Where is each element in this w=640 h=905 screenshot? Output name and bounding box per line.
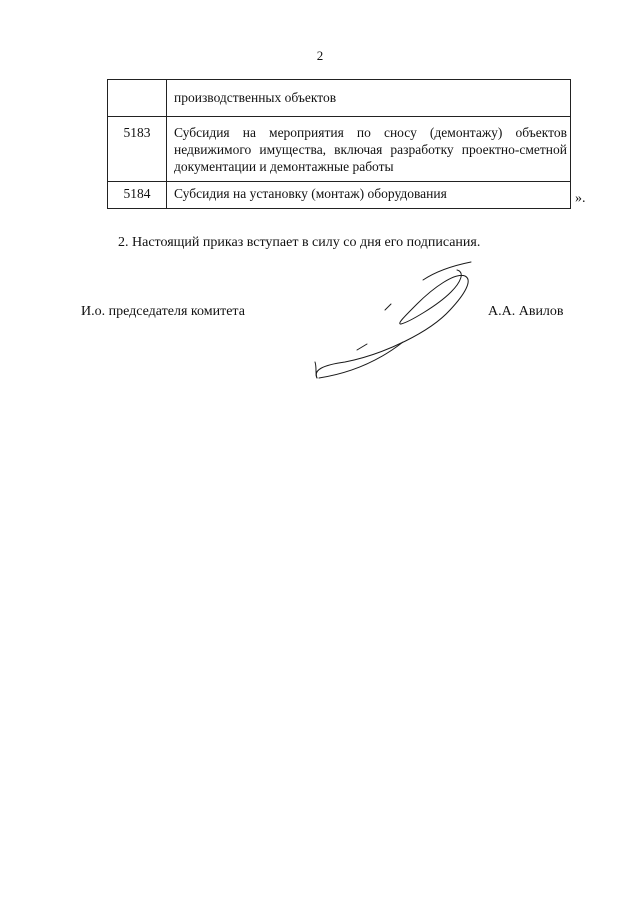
table-row (108, 182, 571, 209)
description-cell: производственных объектов (167, 80, 571, 117)
table-row (108, 80, 571, 117)
code-cell (108, 80, 167, 117)
code-cell: 5184 (108, 182, 167, 209)
code-cell: 5183 (108, 117, 167, 182)
budget-codes-table (107, 79, 571, 209)
clause-2: 2. Настоящий приказ вступает в силу со дня его подписания. (118, 235, 481, 250)
signature-icon (305, 250, 485, 390)
description-cell: Субсидия на установку (монтаж) оборудования (167, 182, 571, 209)
closing-quote: ». (575, 191, 586, 206)
signer-name: А.А. Авилов (488, 304, 564, 319)
description-cell: Субсидия на мероприятия по сносу (демонтажу) объектов недвижимого имущества, включая разработку проектно-сметной документации и демонтажные работы (167, 117, 571, 182)
page-number: 2 (316, 48, 324, 63)
table-row (108, 117, 571, 182)
signer-position: И.о. председателя комитета (81, 304, 245, 319)
